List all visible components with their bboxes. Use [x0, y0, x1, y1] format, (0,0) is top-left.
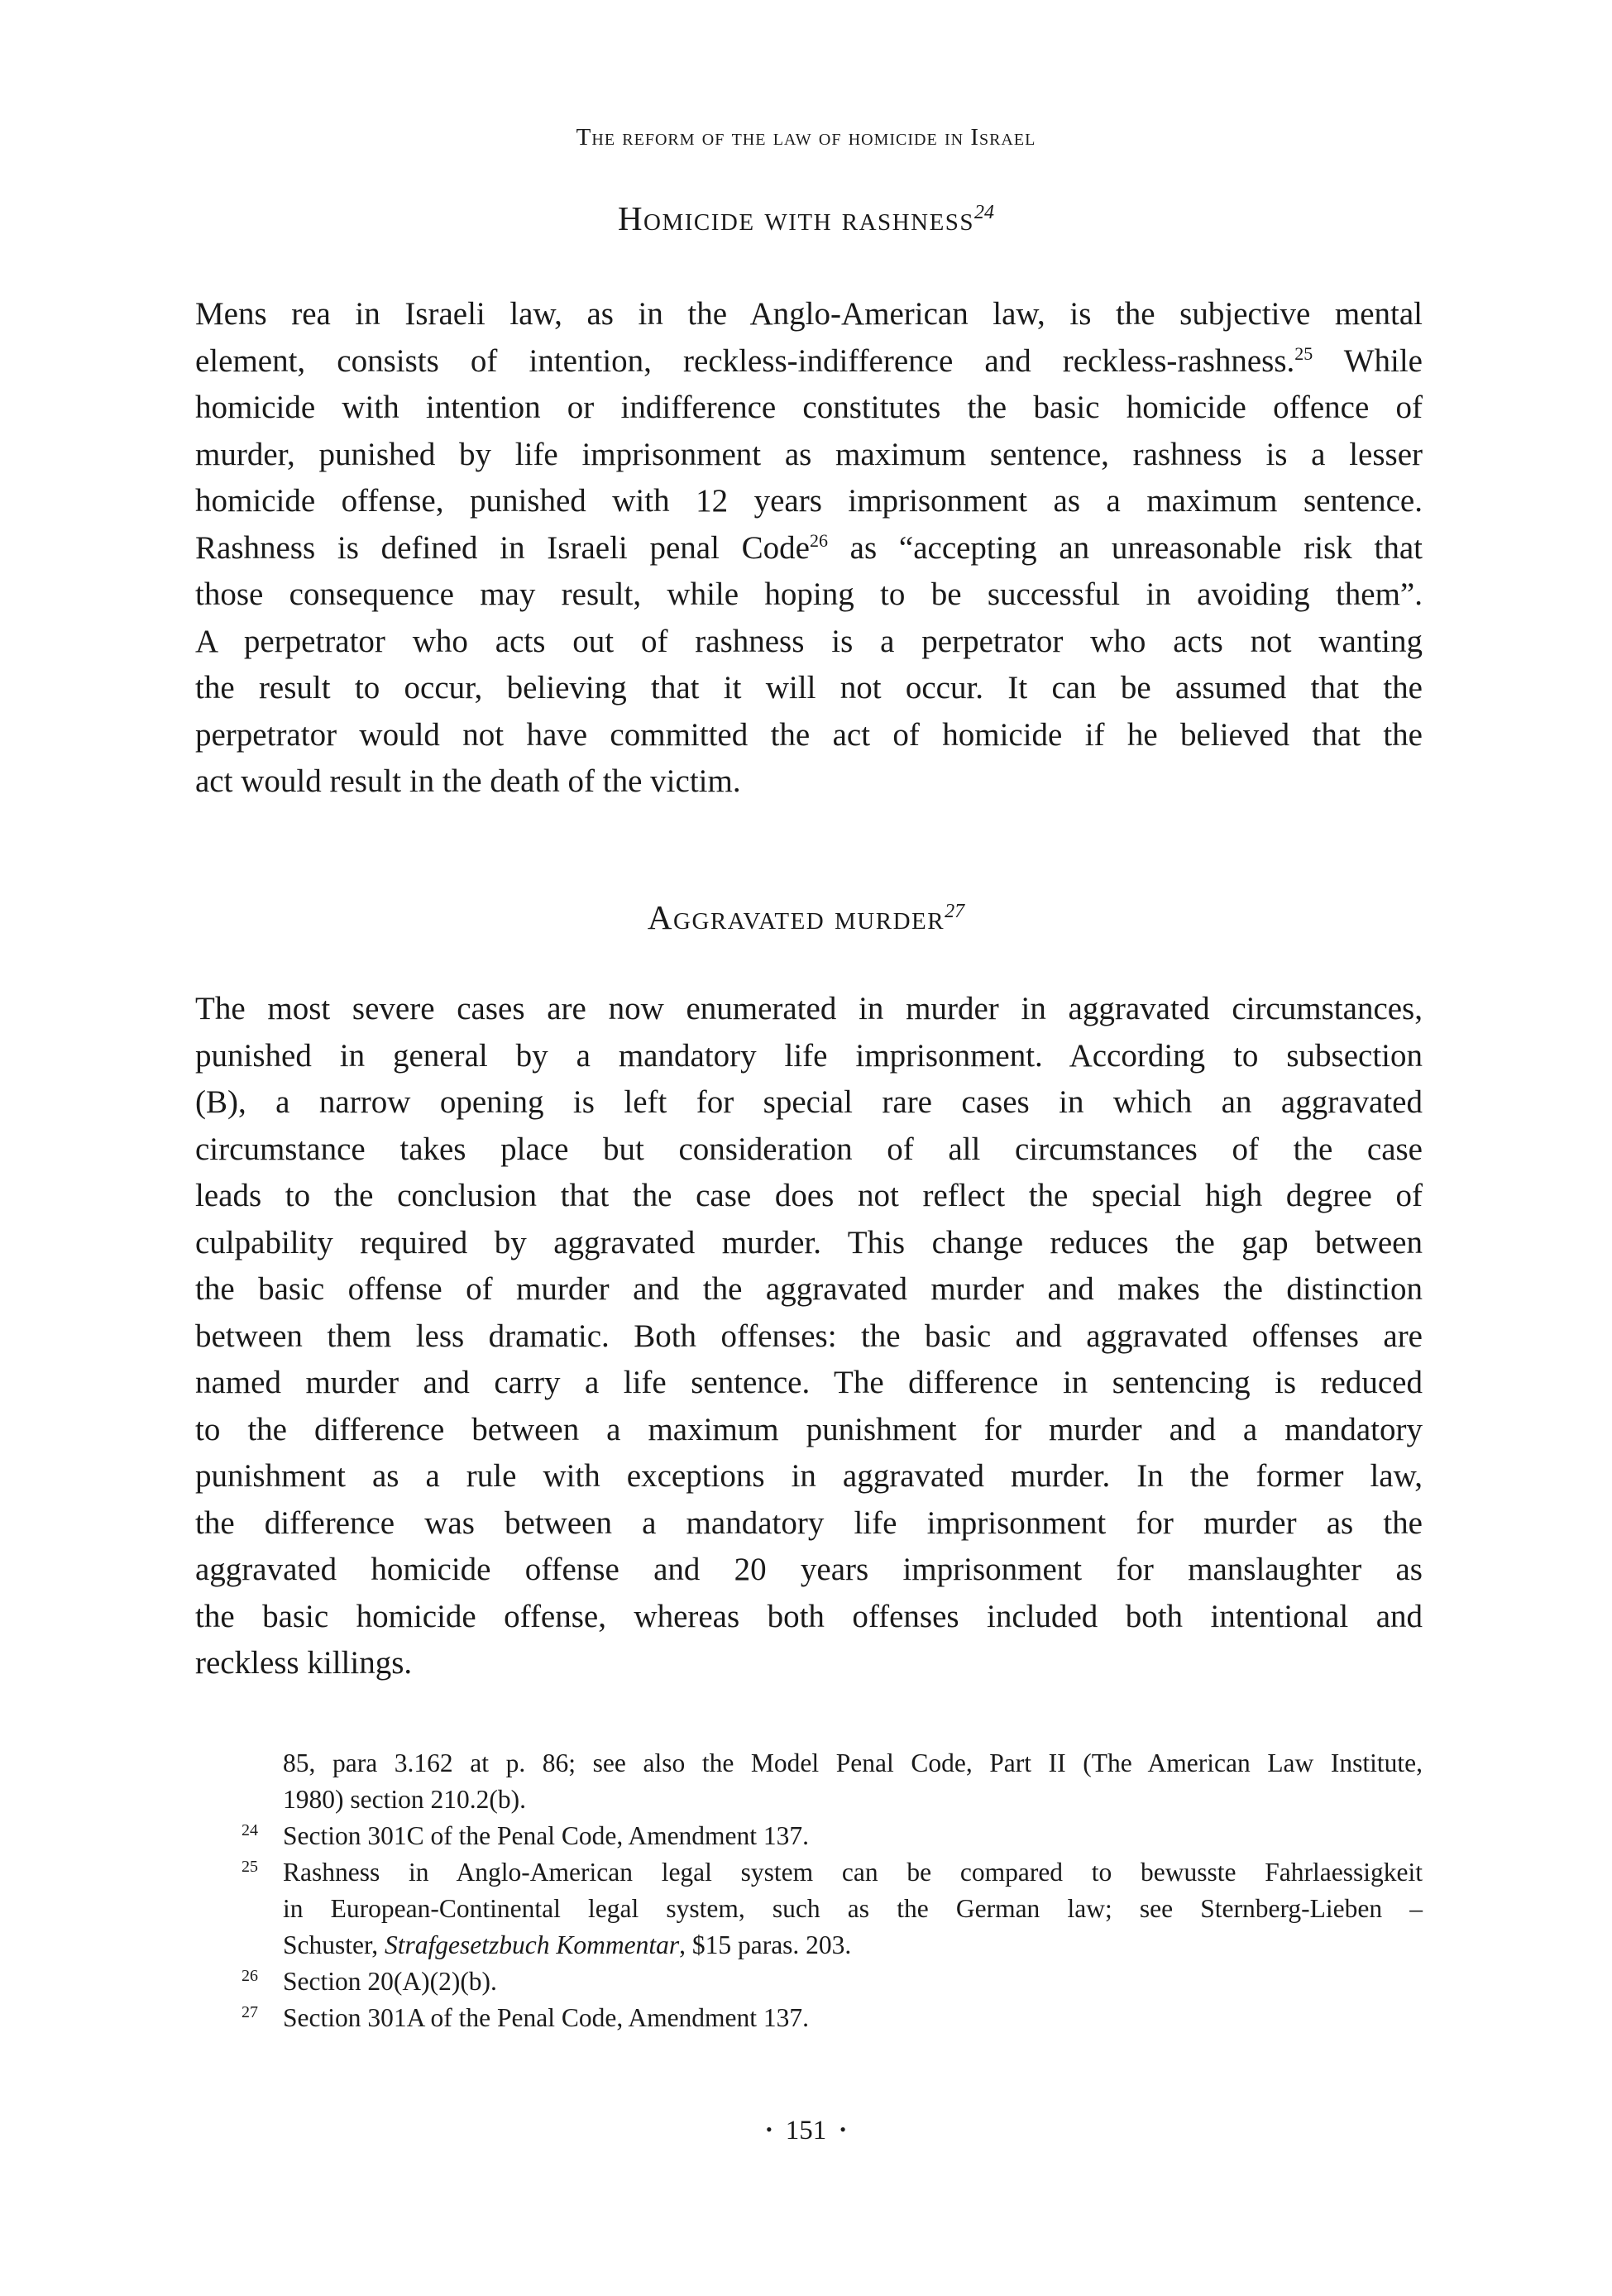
footnotes — [195, 1745, 1423, 2036]
text-line: circumstance takes place but consideration of all circumstances of the case — [195, 1131, 1423, 1167]
footnote-24 — [195, 1818, 1423, 1854]
running-head: The reform of the law of homicide in Israel — [576, 124, 1036, 151]
footnote-25 — [195, 1854, 1423, 1964]
text-line: named murder and carry a life sentence. The difference in sentencing is reduced — [195, 1365, 1423, 1400]
bullet-icon: • — [766, 2119, 773, 2140]
text-line: those consequence may result, while hoping to be successful in avoiding them”. — [195, 576, 1423, 612]
footnote-number: 24 — [242, 1821, 258, 1839]
footnote-text — [283, 1818, 1423, 1854]
bullet-icon: • — [839, 2119, 846, 2140]
text-line: homicide with intention or indifference constitutes the basic homicide offence of — [195, 390, 1423, 425]
text-line: (B), a narrow opening is left for special rare cases in which an aggravated — [195, 1084, 1423, 1120]
footnote-number: 26 — [242, 1967, 258, 1985]
text-line: between them less dramatic. Both offenses: the basic and aggravated offenses are — [195, 1318, 1423, 1354]
text-line: Mens rea in Israeli law, as in the Anglo-American law, is the subjective mental — [195, 296, 1423, 332]
footnote-line: Section 301C of the Penal Code, Amendment 137. — [283, 1821, 810, 1850]
section-heading-text: Homicide with rashness — [617, 199, 975, 237]
footnote-ref[interactable]: 26 — [809, 529, 828, 551]
text-line: punished in general by a mandatory life imprisonment. According to subsection — [195, 1037, 1423, 1074]
section-heading-text: Aggravated murder — [647, 898, 945, 936]
footnote-text — [283, 1854, 1423, 1964]
footnote-line: 85, para 3.162 at p. 86; see also the Model Penal Code, Part II (The American Law Institute, — [283, 1748, 1423, 1777]
footnote-line: Rashness in Anglo-American legal system can be compared to bewusste Fahrlaessigkeit — [283, 1858, 1423, 1887]
text-line: A perpetrator who acts out of rashness is a perpetrator who acts not wanting — [195, 623, 1423, 659]
footnote-line: 1980) section 210.2(b). — [283, 1785, 526, 1814]
footnote-number: 25 — [242, 1858, 258, 1876]
text-line: the basic offense of murder and the aggravated murder and makes the distinction — [195, 1271, 1423, 1307]
section-heading-aggravated-murder — [0, 897, 1612, 937]
text-line: The most severe cases are now enumerated in murder in aggravated circumstances, — [195, 991, 1423, 1026]
paragraph-rashness — [195, 291, 1423, 806]
footnote-text — [283, 2000, 1423, 2036]
page-number-text: 151 — [785, 2116, 827, 2145]
text-line: murder, punished by life imprisonment as maximum sentence, rashness is a lesser — [195, 436, 1423, 472]
footnote-text — [283, 1964, 1423, 2000]
footnote-line: in European-Continental legal system, such as the German law; see Sternberg-Lieben – — [283, 1894, 1423, 1923]
text-line: culpability required by aggravated murder. This change reduces the gap between — [195, 1224, 1423, 1260]
text-line: the result to occur, believing that it will not occur. It can be assumed that the — [195, 670, 1423, 706]
footnote-27 — [195, 2000, 1423, 2036]
text-line: act would result in the death of the victim. — [195, 763, 741, 799]
text-line: the basic homicide offense, whereas both offenses included both intentional and — [195, 1598, 1423, 1634]
section-heading-rashness — [0, 199, 1612, 238]
footnote-line: Section 301A of the Penal Code, Amendment 137. — [283, 2003, 810, 2032]
footnote-ref[interactable]: 27 — [945, 901, 965, 922]
footnote-ref[interactable]: 25 — [1294, 342, 1313, 364]
text-line: Rashness is defined in Israeli penal Code$^{26}$ as “accepting an unreasonable risk that — [195, 529, 1423, 566]
text-line: element, consists of intention, reckless-indifference and reckless-rashness.$^{25}$ While — [195, 342, 1423, 379]
footnote-ref[interactable]: 24 — [974, 202, 995, 223]
footnote-26 — [195, 1964, 1423, 2000]
text-line: punishment as a rule with exceptions in aggravated murder. In the former law, — [195, 1458, 1423, 1494]
text-line: leads to the conclusion that the case does not reflect the special high degree of — [195, 1178, 1423, 1213]
page-number — [0, 2116, 1612, 2146]
text-line: to the difference between a maximum punishment for murder and a mandatory — [195, 1411, 1423, 1447]
text-line: aggravated homicide offense and 20 years imprisonment for manslaughter as — [195, 1552, 1423, 1587]
footnote-number: 27 — [242, 2003, 258, 2021]
paragraph-aggravated-murder — [195, 986, 1423, 1687]
text-line: the difference was between a mandatory life imprisonment for murder as the — [195, 1504, 1423, 1541]
text-line: homicide offense, punished with 12 years imprisonment as a maximum sentence. — [195, 483, 1423, 519]
text-line: reckless killings. — [195, 1645, 413, 1681]
text-line: perpetrator would not have committed the act of homicide if he believed that the — [195, 716, 1423, 753]
footnote-line: Section 20(A)(2)(b). — [283, 1967, 497, 1996]
italic-title: Strafgesetzbuch Kommentar — [384, 1930, 680, 1959]
footnote-continuation — [195, 1745, 1423, 1818]
footnote-line: Schuster, Strafgesetzbuch Kommentar, $15 paras. 203. — [283, 1930, 852, 1959]
footnote-list — [195, 1818, 1423, 2036]
